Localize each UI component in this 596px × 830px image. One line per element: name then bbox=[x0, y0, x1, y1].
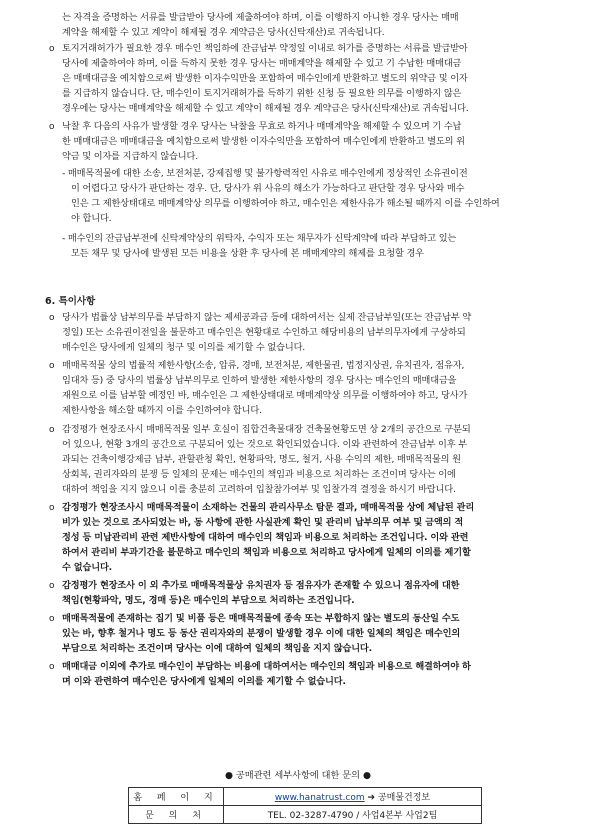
text-line: 제한사항을 해소할 때까지 이를 수인하여야 합니다. bbox=[62, 405, 262, 416]
text-line: 과되는 건축이행강제금 납부, 관할관청 확인, 현황파악, 명도, 철거, 사용 수익의 제한, 매매목적물의 원 bbox=[62, 454, 461, 465]
contact-label: 문 의 처 bbox=[129, 806, 224, 824]
text-line: 수 없습니다. bbox=[62, 562, 113, 573]
contact-title: ● 공매관련 세부사항에 대한 문의 ● bbox=[224, 770, 371, 781]
text-line: 대하여 책임을 지지 않으니 이를 충분히 고려하여 입찰참가여부 및 입찰가격 결정을 하시기 바랍니다. bbox=[62, 484, 456, 495]
homepage-suffix: 공매물건정보 bbox=[377, 793, 431, 803]
text-line: 모든 채무 및 당사에 발생된 모든 비용을 상환 후 당사에 본 매매계약의 해제를 요청할 경우 bbox=[71, 248, 424, 259]
homepage-label: 홈 페 이 지 bbox=[129, 788, 224, 806]
bullet-marker: o bbox=[49, 44, 55, 54]
text-line: 당사에 제출하여야 하며, 이를 득하지 못한 경우 당사는 매매계약을 해제할 수 있고 기 수납한 매매대금 bbox=[62, 58, 462, 69]
text-line: 재원으로 이를 납부할 예정인 바, 매수인은 그 제한상태대로 매매계약상 의무를 이행하여야 하고, 당사가 bbox=[62, 390, 468, 401]
text-line: 임대차 등) 중 당사의 법률상 납부의무로 인하여 발생한 제한사항의 경우 당사는 매수인의 매매대금을 bbox=[62, 375, 457, 386]
text-line: 있는 바, 향후 철거나 명도 등 동산 권리자와의 분쟁이 발생할 경우 이에 대한 일체의 책임은 매수인의 bbox=[62, 628, 461, 639]
text-line: 며 이와 관련하여 매수인은 당사에게 일체의 이의를 제기할 수 없습니다. bbox=[62, 676, 346, 687]
contact-row-homepage bbox=[129, 788, 482, 806]
text-line: 감정평가 현장조사시 매매목적물 일부 호실이 집합건축물대장 건축물현황도면 상 2개의 공간으로 구분되 bbox=[62, 424, 471, 435]
text-line: 상회복, 권리자와의 분쟁 등 일체의 문제는 매수인의 책임과 비용으로 처리하는 조건이며 당사는 이에 bbox=[62, 469, 456, 480]
bullet-marker: o bbox=[49, 425, 55, 435]
text-line: 어 있으나, 현황 3개의 공간으로 구분되어 있는 것으로 확인되었습니다. 이와 관련하여 잔금납부 이후 부 bbox=[62, 439, 467, 450]
text-line: 한 매매대금은 매매대금을 예치함으로써 발생한 이자수익만을 포함하여 매수인에게 반환하고 별도의 위 bbox=[62, 136, 465, 147]
bullet-marker: o bbox=[49, 313, 55, 323]
text-line: 감정평가 현장조사 이 외 추가로 매매목적물상 유치권자 등 점유자가 존재할 수 있으니 점유자에 대한 bbox=[62, 580, 460, 591]
text-line: 부담으로 처리하는 조건이며 당사는 이에 대하여 일체의 책임을 지지 않습니다. bbox=[62, 643, 372, 654]
text-line: 매매목적물 상의 법률적 제한사항(소송, 압류, 경매, 보전처분, 제한물권, 법정지상권, 유치권자, 점유자, bbox=[62, 360, 465, 371]
text-line: - 매수인의 잔금납부전에 신탁계약상의 위탁자, 수익자 또는 채무자가 신탁계약에 따라 부담하고 있는 bbox=[62, 233, 457, 244]
text-line: 낙찰 후 다음의 사유가 발생할 경우 당사는 낙찰을 무효로 하거나 매매계약을 해제할 수 있으며 기 수납 bbox=[62, 121, 462, 132]
text-line: 매매목적물에 존재하는 집기 및 비품 등은 매매목적물에 종속 또는 부합하지 않는 별도의 동산일 수도 bbox=[62, 613, 460, 624]
contact-row-inquiry bbox=[129, 806, 482, 824]
text-line: 인은 그 제한상태대로 매매계약상 의무를 이행하여야 하고, 매수인은 제한사유가 해소될 때까지 이를 수인하여 bbox=[71, 198, 500, 209]
text-line: 정성 등 미납관리비 관련 제반사항에 대하여 매수인의 책임과 비용으로 처리하는 조건입니다. 이와 관련 bbox=[62, 532, 469, 543]
contact-value: TEL. 02-3287-4790 / 사업4본부 사업2팀 bbox=[224, 806, 482, 824]
bullet-marker: o bbox=[49, 503, 55, 513]
text-line: 비가 있는 것으로 조사되었는 바, 동 사항에 관한 사실관계 확인 및 관리비 납부의무 여부 및 금액의 적 bbox=[62, 517, 464, 528]
bullet-marker: o bbox=[49, 581, 55, 591]
homepage-value bbox=[224, 788, 482, 806]
homepage-link[interactable]: www.hanatrust.com bbox=[274, 793, 365, 803]
text-line: 는 자격을 증명하는 서류를 발급받아 당사에 제출하여야 하며, 이를 이행하지 아니한 경우 당사는 매매 bbox=[62, 12, 459, 23]
contact-table bbox=[128, 787, 482, 824]
text-line: 책임(현황파악, 명도, 경매 등)은 매수인의 부담으로 처리하는 조건입니다. bbox=[62, 595, 355, 606]
text-line: 이 어렵다고 당사가 판단하는 경우. 단, 당사가 위 사유의 해소가 가능하다고 판단할 경우 당사와 매수 bbox=[71, 183, 465, 194]
section-heading: 6. 특이사항 bbox=[45, 296, 96, 307]
bullet-marker: o bbox=[49, 662, 55, 672]
text-line: 당사가 법률상 납부의무를 부담하지 않는 제세공과금 등에 대하여서는 실제 잔금납부일(또는 잔금납부 약 bbox=[62, 312, 472, 323]
text-line: 매매대금 이외에 추가로 매수인이 부담하는 비용에 대하여서는 매수인의 책임과 비용으로 해결하여야 하 bbox=[62, 661, 471, 672]
text-line: - 매매목적물에 대한 소송, 보전처분, 강제집행 및 불가항력적인 사유로 매수인에게 정상적인 소유권이전 bbox=[62, 168, 468, 179]
text-line: 를 지급하지 않습니다. 단, 매수인이 토지거래허가를 득하기 위한 신청 등 필요한 의무를 이행하지 않은 bbox=[62, 88, 462, 99]
text-line: 정일) 또는 소유권이전일을 불문하고 매수인은 현황대로 수인하고 해당비용의 납부의무자에게 구상하되 bbox=[62, 327, 466, 338]
bullet-marker: o bbox=[49, 614, 55, 624]
text-line: 은 매매대금을 예치함으로써 발생한 이자수익만을 포함하여 매수인에게 반환하고 별도의 위약금 및 이자 bbox=[62, 73, 468, 84]
text-line: 경우에는 당사는 매매계약을 해제할 수 있고 계약이 해제될 경우 계약금은 당사(신탁재산)로 귀속됩니다. bbox=[62, 103, 469, 114]
text-line: 토지거래허가가 필요한 경우 매수인 책임하에 잔금납부 약정일 이내로 허가를 증명하는 서류를 발급받아 bbox=[62, 43, 468, 54]
text-line: 야 합니다. bbox=[71, 213, 112, 224]
text-line: 약금 및 이자를 지급하지 않습니다. bbox=[62, 151, 199, 162]
text-line: 매수인은 당사에게 일체의 청구 및 이의를 제기할 수 없습니다. bbox=[62, 342, 306, 353]
bullet-marker: o bbox=[49, 122, 55, 132]
bullet-marker: o bbox=[49, 361, 55, 371]
text-line: 감정평가 현장조사시 매매목적물이 소재하는 건물의 관리사무소 탐문 결과, 매매목적물 상에 체납된 관리 bbox=[62, 502, 475, 513]
text-line: 계약을 해제할 수 있고 계약이 해제될 경우 계약금은 당사(신탁재산)로 귀속됩니다. bbox=[62, 27, 385, 38]
arrow-icon: ➔ bbox=[367, 793, 376, 803]
text-line: 하여서 관리비 부과기간을 불문하고 매수인의 책임과 비용으로 처리하고 당사에게 일체의 이의를 제기할 bbox=[62, 547, 471, 558]
